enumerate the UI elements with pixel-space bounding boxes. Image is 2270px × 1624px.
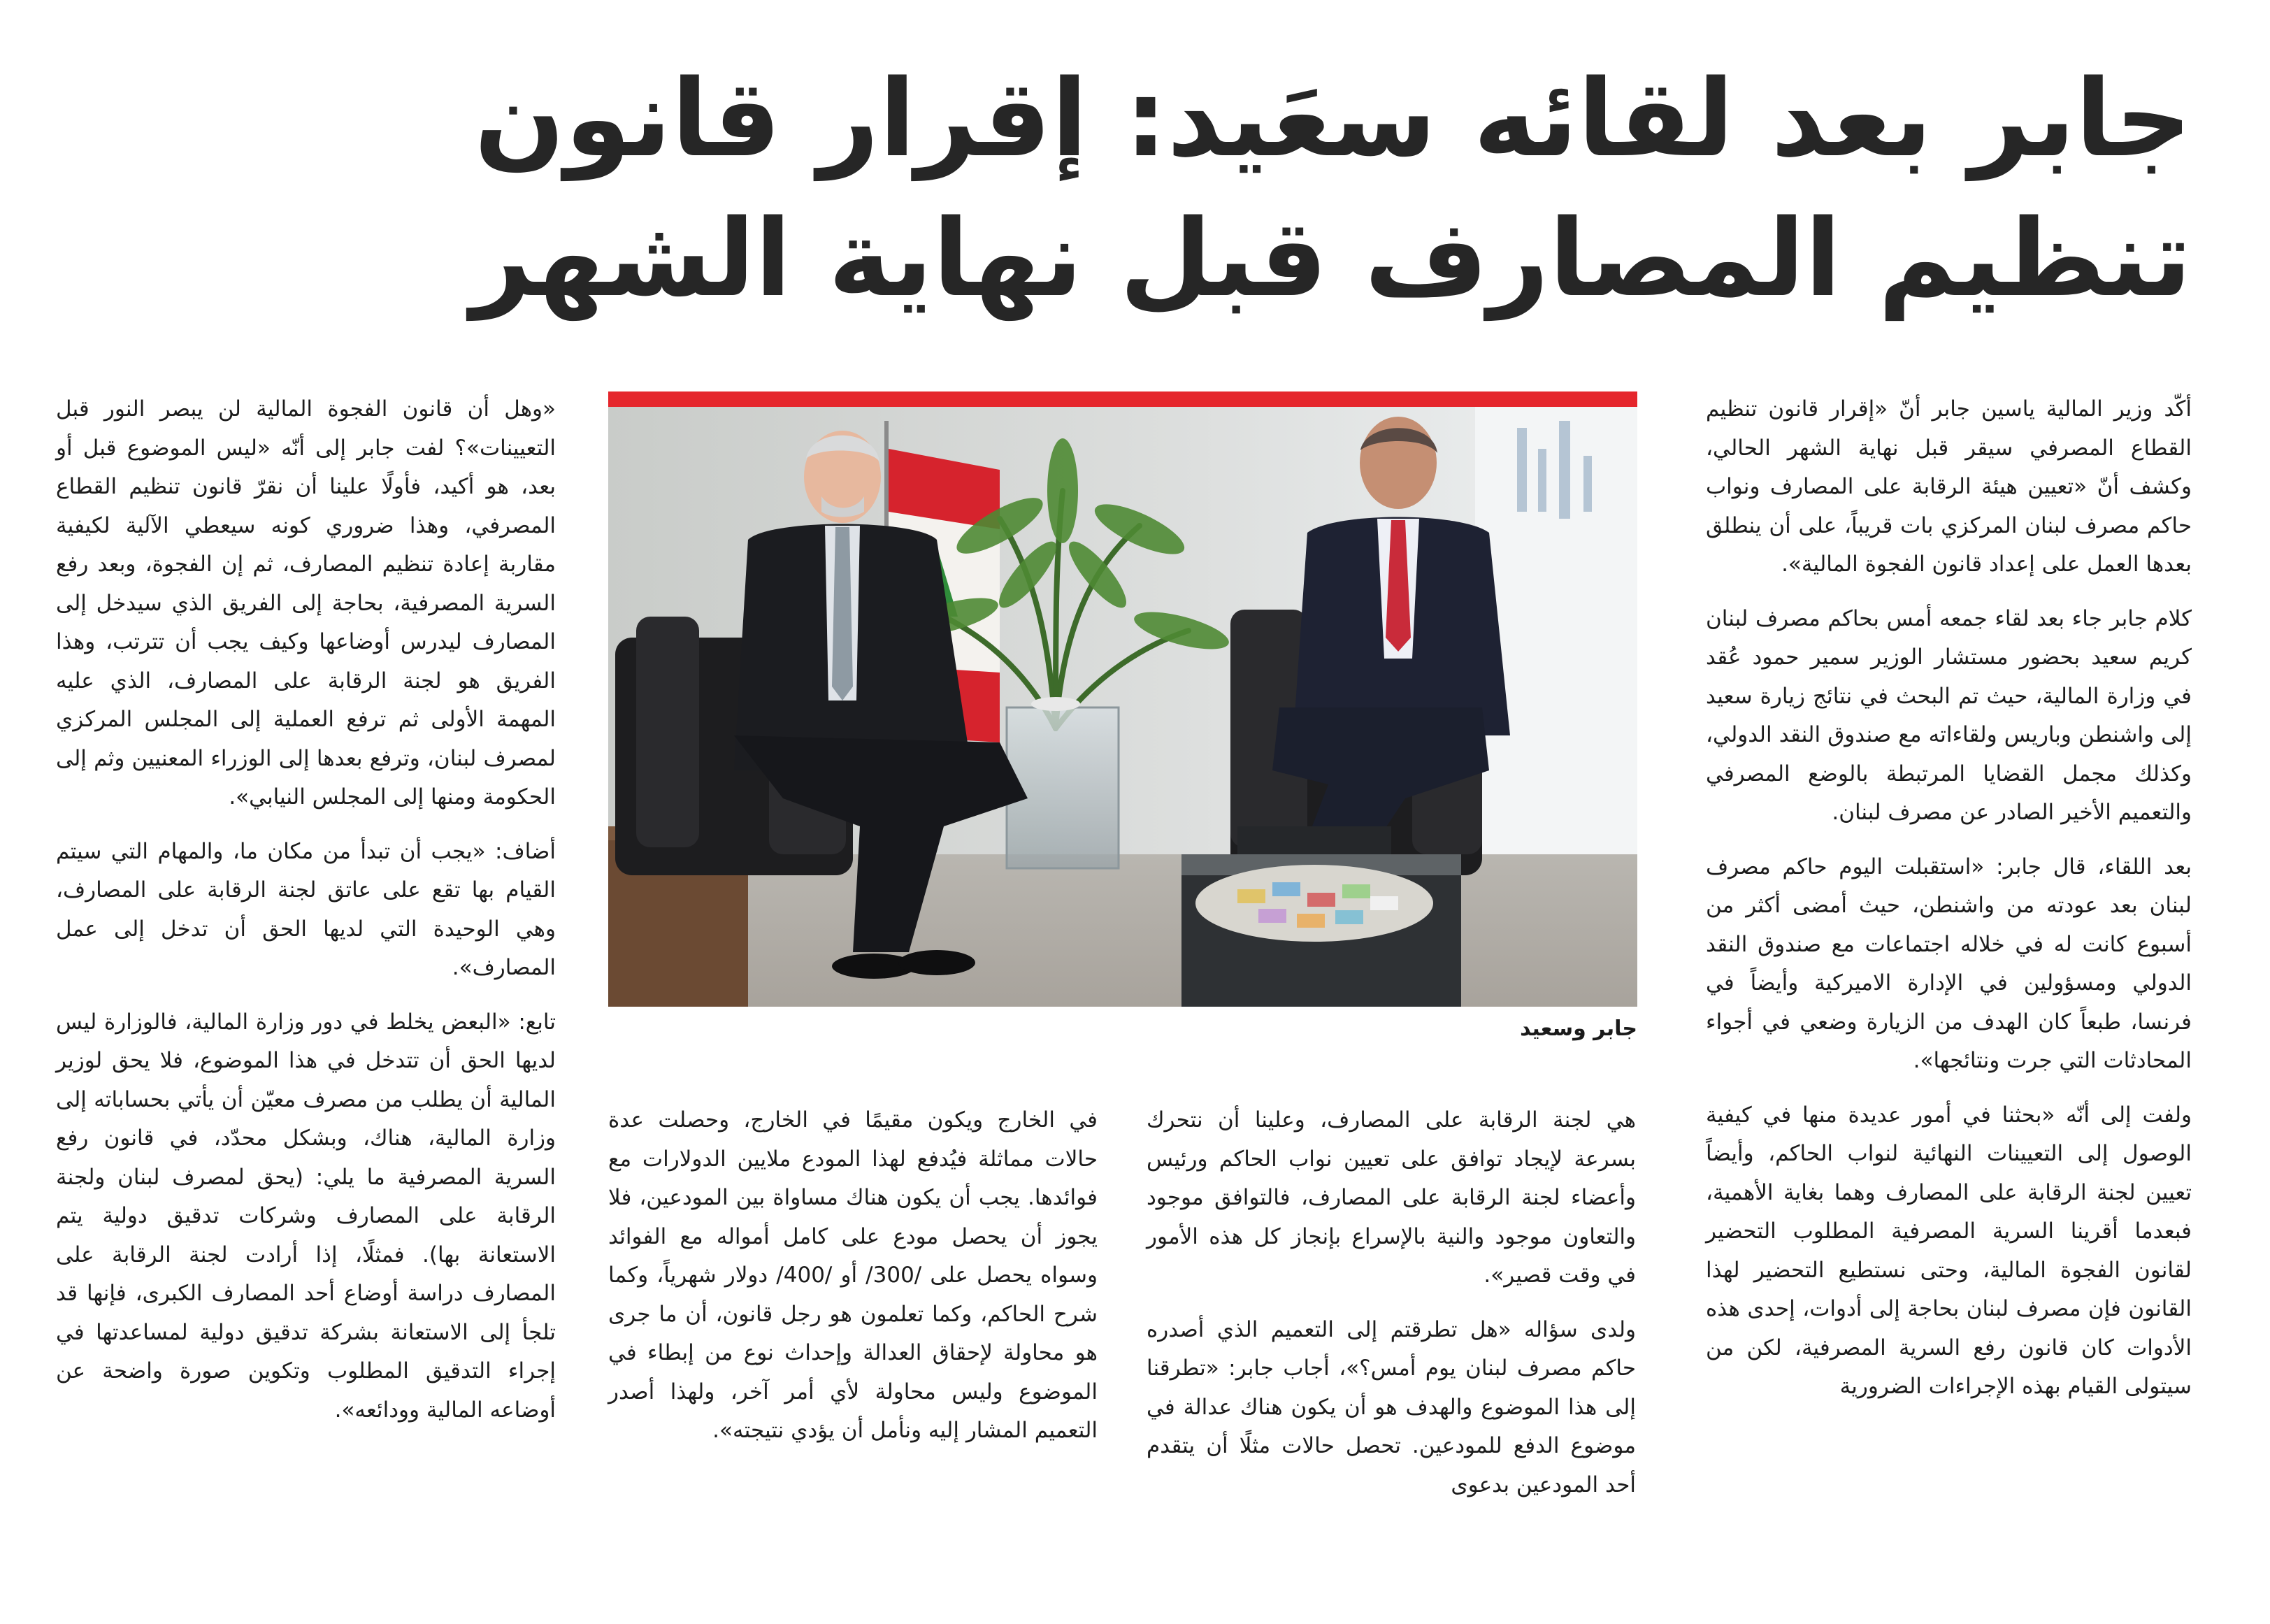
article-column-right [1706, 390, 2192, 1422]
headline-line-1: جابر بعد لقائه سعَيد: إقرار قانون [474, 57, 2192, 180]
paragraph: أكّد وزير المالية ياسين جابر أنّ «إقرار قانون تنظيم القطاع المصرفي سيقر قبل نهاية الشهر الحالي، وكشف أنّ «تعيين هيئة الرقابة على المصارف ونواب حاكم مصرف لبنان المركزي بات قريباً، على أن ينطلق بعدها العمل على إعداد قانون الفجوة المالية». [1706, 396, 2192, 577]
paragraph: بعد اللقاء، قال جابر: «استقبلت اليوم حاكم مصرف لبنان بعد عودته من واشنطن، حيث أمضى أكثر من أسبوع كانت له في خلاله اجتماعات مع صندوق النقد الدولي ومسؤولين في الإدارة الاميركية وأيضاً في فرنسا، طبعاً كان الهدف من الزيارة وضعي في أجواء المحادثات التي جرت ونتائجها». [1706, 854, 2192, 1073]
paragraph: تابع: «البعض يخلط في دور وزارة المالية، فالوزارة ليس لديها الحق أن تتدخل في هذا الموضوع، فلا يحق لوزير المالية أن يطلب من مصرف معيّن أن يأتي بحساباته إلى وزارة المالية، هناك، وبشكل محدّد، في قانون رفع السرية المصرفية ما يلي: (يحق لمصرف لبنان ولجنة الرقابة على المصارف وشركات تدقيق دولية يتم الاستعانة بها). فمثلًا، إذا أرادت لجنة الرقابة على المصارف دراسة أوضاع أحد المصارف الكبرى، فإنها قد تلجأ إلى الاستعانة بشركة تدقيق دولية لمساعدتها في إجراء التدقيق المطلوب وتكوين صورة واضحة عن أوضاعه المالية وودائعه». [56, 1009, 556, 1423]
paragraph: أضاف: «يجب أن تبدأ من مكان ما، والمهام التي سيتم القيام بها تقع على عاتق لجنة الرقابة على المصارف، وهي الوحيدة التي لديها الحق أن تدخل إلى عمل المصارف». [56, 838, 556, 980]
photo-caption: جابر وسعيد [1520, 1016, 1637, 1041]
paragraph: كلام جابر جاء بعد لقاء جمعه أمس بحاكم مصرف لبنان كريم سعيد بحضور مستشار الوزير سمير حمود عُقد في وزارة المالية، حيث تم البحث في نتائج زيارة سعيد إلى واشنطن وباريس ولقاءاته مع صندوق النقد الدولي، وكذلك مجمل القضايا المرتبطة بالوضع المصرفي والتعميم الأخير الصادر عن مصرف لبنان. [1706, 605, 2192, 825]
article-column-mid-right [1147, 1101, 1636, 1520]
headline-line-2: تنظيم المصارف قبل نهاية الشهر [470, 196, 2192, 320]
article-headline [339, 49, 2192, 329]
paragraph: ولدى سؤاله «هل تطرقتم إلى التعميم الذي أصدره حاكم مصرف لبنان يوم أمس؟»، أجاب جابر: «تطرقنا إلى هذا الموضوع والهدف هو أن يكون هناك عدالة في موضوع الدفع للمودعين. تحصل حالات مثلًا أن يتقدم أحد المودعين بدعوى [1147, 1316, 1636, 1497]
paragraph: ولفت إلى أنّه «بحثنا في أمور عديدة منها في كيفية الوصول إلى التعيينات النهائية لنواب الحاكم، وأيضاً تعيين لجنة الرقابة على المصارف وهما بغاية الأهمية، فبعدما أقرينا السرية المصرفية المطلوب التحضير لقانون الفجوة المالية، وحتى نستطيع التحضير لهذا القانون فإن مصرف لبنان بحاجة إلى أدوات، إحدى هذه الأدوات كان قانون رفع السرية المصرفية، لكن من سيتولى القيام بهذه الإجراءات الضرورية [1706, 1102, 2192, 1399]
article-column-mid-left [608, 1101, 1098, 1466]
photo-accent-bar [608, 391, 1637, 407]
paragraph: هي لجنة الرقابة على المصارف، وعلينا أن نتحرك بسرعة لإيجاد توافق على تعيين نواب الحاكم ورئيس وأعضاء لجنة الرقابة على المصارف، فالتوافق موجود والتعاون موجود والنية بالإسراع بإنجاز كل هذه الأمور في وقت قصير». [1147, 1107, 1636, 1288]
article-column-left [56, 390, 556, 1445]
article-photo [608, 407, 1637, 1007]
paragraph: «وهل أن قانون الفجوة المالية لن يبصر النور قبل التعيينات»؟ لفت جابر إلى أنّه «ليس الموضوع قبل أو بعد، هو أكيد، فأولًا علينا أن نقرّ قانون تنظيم القطاع المصرفي، وهذا ضروري كونه سيعطي الآلية لكيفية مقاربة إعادة تنظيم المصارف، ثم إن الفجوة، وبعد رفع السرية المصرفية، بحاجة إلى الفريق الذي سيدخل إلى المصارف ليدرس أوضاعها وكيف يجب أن تترتب، وهذا الفريق هو لجنة الرقابة على المصارف، الذي عليه المهمة الأولى ثم ترفع العملية إلى المجلس المركزي لمصرف لبنان، وترفع بعدها إلى الوزراء المعنيين وثم إلى الحكومة ومنها إلى المجلس النيابي». [56, 396, 556, 810]
paragraph: في الخارج ويكون مقيمًا في الخارج، وحصلت عدة حالات مماثلة فيُدفع لهذا المودع ملايين الدولارات مع فوائدها. يجب أن يكون هناك مساواة بين المودعين، فلا يجوز أن يحصل مودع على كامل أمواله مع الفوائد وسواه يحصل على /300/ أو /400/ دولار شهرياً، وكما شرح الحاكم، وكما تعلمون هو رجل قانون، أن ما جرى هو محاولة لإحقاق العدالة وإحداث نوع من إبطاء في الموضوع وليس محاولة لأي أمر آخر، ولهذا أصدر التعميم المشار إليه ونأمل أن يؤدي نتيجته». [608, 1107, 1098, 1443]
